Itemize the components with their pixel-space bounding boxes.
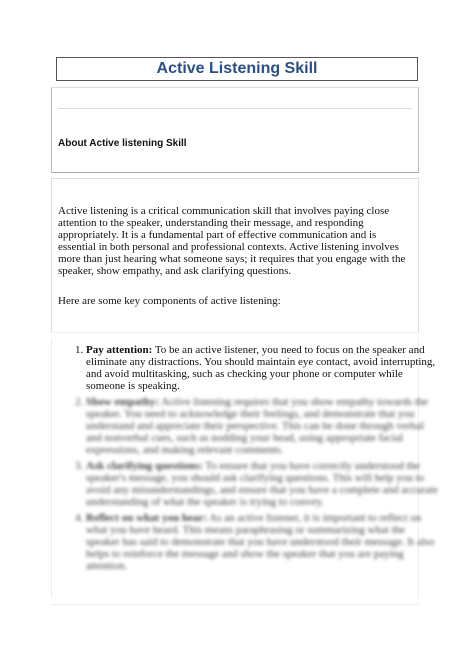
component-text: To be an active listener, you need to focus on the speaker and eliminate any distractions. You should maintain eye contact, avoid interrupting, and avoid multitasking, such as checking your phone or computer while someone is speaking. <box>86 344 436 392</box>
component-text: To ensure that you have correctly understood the speaker's message, you should ask clarifying questions. This will help you to avoid any misunderstandings, and ensure that you have a complete and accurate understanding of what the speaker is trying to convey. <box>86 460 438 508</box>
component-text: Active listening requires that you show empathy towards the speaker. You need to acknowledge their feelings, and demonstrate that you understand and appreciate their perspective. This can be done through verbal and nonverbal cues, such as nodding your head, using appropriate facial expressions, and making relevant comments. <box>86 396 429 456</box>
list-item <box>86 512 440 572</box>
document-title: Active Listening Skill <box>156 60 318 77</box>
component-text: As an active listener, it is important to reflect on what you have heard. This means paraphrasing or summarizing what the speaker has said to demonstrate that you have understood their message. It also helps to reinforce the message and show the speaker that you are paying attention. <box>86 512 435 572</box>
component-term: Reflect on what you hear: <box>86 512 207 524</box>
divider <box>58 108 412 109</box>
component-term: Ask clarifying questions: <box>86 460 203 472</box>
about-heading: About Active listening Skill <box>58 138 187 149</box>
title-box <box>56 57 418 81</box>
components-list <box>62 344 440 576</box>
component-term: Pay attention: <box>86 344 153 356</box>
divider <box>51 604 419 605</box>
about-section-box <box>51 87 419 173</box>
component-term: Show empathy: <box>86 396 160 408</box>
list-item <box>86 344 440 392</box>
intro-paragraph: Active listening is a critical communication skill that involves paying close attention to the speaker, understanding their message, and responding appropriately. It is a fundamental part of effective communication and is essential in both personal and professional contexts. Active listening involves more than just hearing what someone says; it requires that you engage with the speaker, show empathy, and ask clarifying questions. <box>58 205 406 277</box>
components-intro: Here are some key components of active listening: <box>58 295 281 307</box>
list-item <box>86 460 440 508</box>
list-item <box>86 396 440 456</box>
